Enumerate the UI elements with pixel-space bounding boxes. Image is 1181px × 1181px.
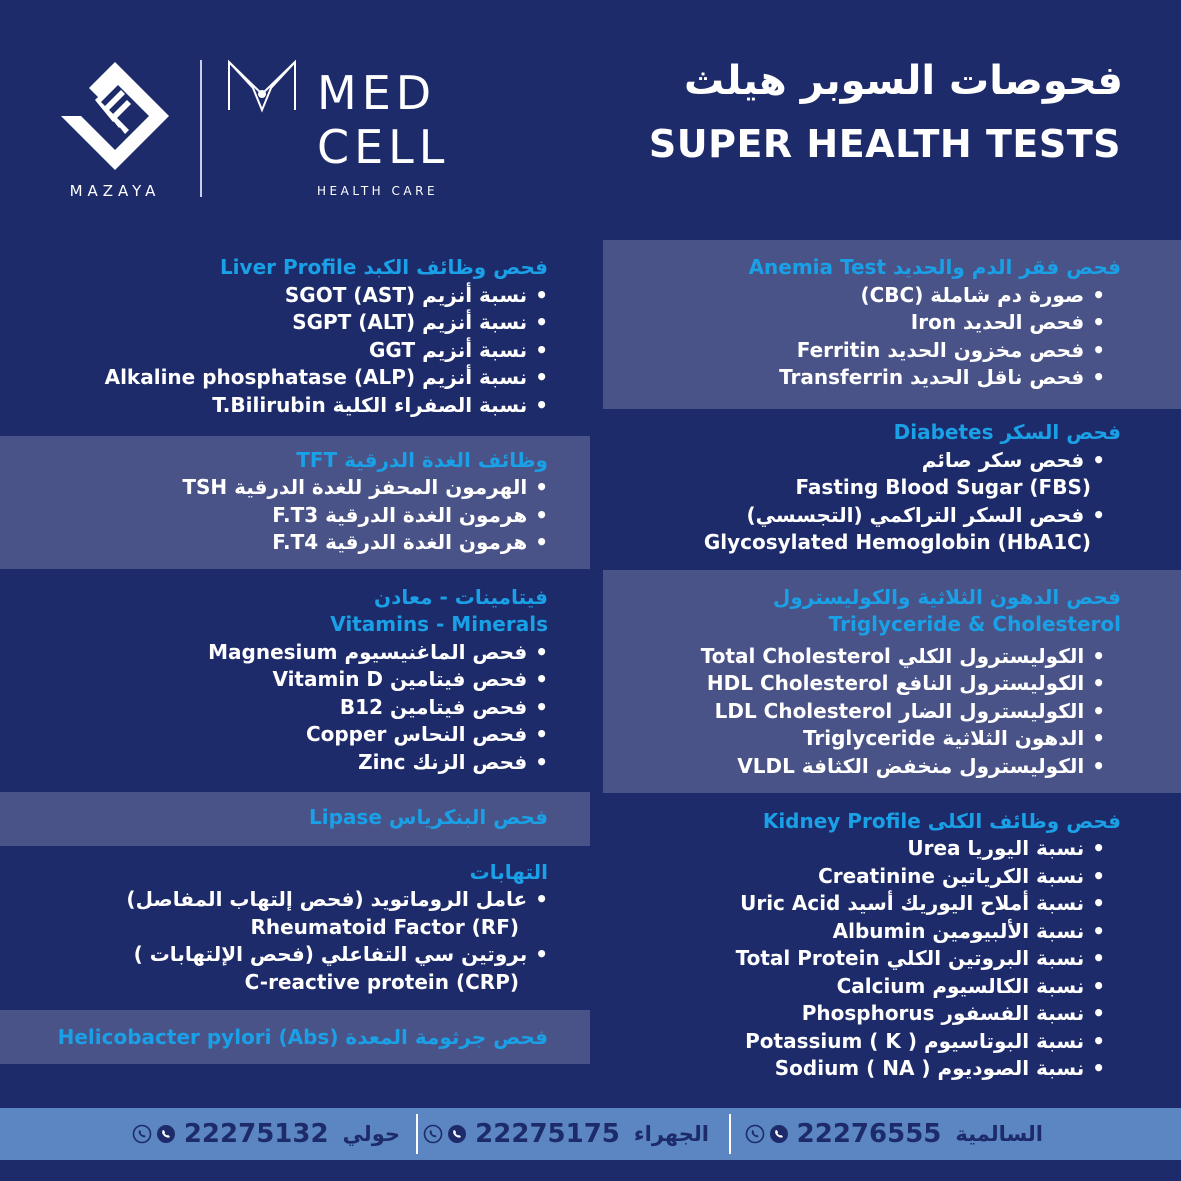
anemia-heading: فحص فقر الدم والحديد Anemia Test bbox=[748, 255, 1121, 279]
vitamins-item-text: فحص الماغنيسيوم Magnesium bbox=[208, 640, 528, 664]
tft-item: •هرمون الغدة الدرقية F.T4 bbox=[272, 530, 548, 554]
lipids-item: •الكوليسترول منخفض الكثافة VLDL bbox=[737, 754, 1105, 778]
kidney-item-text: نسبة الكرياتين Creatinine bbox=[818, 864, 1085, 888]
kidney-heading: فحص وظائف الكلى Kidney Profile bbox=[762, 809, 1121, 833]
liver-item: •نسبة أنزيم GGT bbox=[368, 338, 548, 362]
kidney-item: •نسبة الصوديوم ( Sodium ( NA bbox=[774, 1056, 1105, 1080]
tft-item: •الهرمون المحفز للغدة الدرقية TSH bbox=[182, 475, 548, 499]
footer-divider bbox=[416, 1114, 418, 1154]
lipids-item: •الكوليسترول النافع HDL Cholesterol bbox=[706, 671, 1105, 695]
liver-item-text: نسبة أنزيم (SGPT (ALT bbox=[292, 310, 528, 334]
liver-item: •نسبة أنزيم (Alkaline phosphatase (ALP bbox=[104, 365, 548, 389]
anemia-item-transferrin: •فحص ناقل الحديد Transferrin bbox=[779, 365, 1105, 389]
lipase-heading: فحص البنكرياس Lipase bbox=[309, 805, 548, 829]
footer-divider bbox=[729, 1114, 731, 1154]
kidney-item: •نسبة الكرياتين Creatinine bbox=[818, 864, 1105, 888]
tft-item-text: هرمون الغدة الدرقية F.T4 bbox=[272, 530, 528, 554]
kidney-item-text: نسبة البوتاسيوم ( Potassium ( K bbox=[745, 1029, 1085, 1053]
kidney-item: •نسبة البروتين الكلي Total Protein bbox=[735, 946, 1105, 970]
branch-name: الجهراء bbox=[633, 1122, 709, 1146]
diabetes-item-text: فحص سكر صائم bbox=[921, 448, 1085, 472]
kidney-item: •نسبة أملاح اليوريك أسيد Uric Acid bbox=[740, 891, 1105, 915]
branch-name: حولي bbox=[342, 1122, 400, 1146]
vitamins-item-text: فحص فيتامين B12 bbox=[339, 695, 528, 719]
diabetes-item-fasting-ar: •فحص سكر صائم bbox=[921, 448, 1105, 472]
lipids-item-text: الكوليسترول الكلي Total Cholesterol bbox=[700, 644, 1085, 668]
branch-hawally[interactable] bbox=[128, 1108, 400, 1160]
anemia-item-cbc: •صورة دم شاملة (CBC) bbox=[860, 283, 1105, 307]
branch-jahra[interactable] bbox=[419, 1108, 709, 1160]
phone-icon bbox=[745, 1124, 765, 1144]
vitamins-heading-english: Vitamins - Minerals bbox=[330, 612, 548, 636]
whatsapp-icon bbox=[156, 1124, 176, 1144]
tft-item-text: الهرمون المحفز للغدة الدرقية TSH bbox=[182, 475, 528, 499]
kidney-item-text: نسبة الألبيومين Albumin bbox=[832, 919, 1085, 943]
lipids-item: •الدهون الثلاثية Triglyceride bbox=[802, 726, 1105, 750]
branch-phone[interactable]: 22276555 bbox=[796, 1119, 942, 1149]
kidney-item-text: نسبة أملاح اليوريك أسيد Uric Acid bbox=[740, 891, 1085, 915]
medcell-subtitle: HEALTH CARE bbox=[317, 184, 439, 198]
liver-item-text: نسبة الصفراء الكلية T.Bilirubin bbox=[212, 393, 528, 417]
inflammation-item-rf: Rheumatoid Factor (RF) bbox=[250, 915, 519, 939]
vitamins-item-text: فحص النحاس Copper bbox=[305, 722, 528, 746]
tft-item: •هرمون الغدة الدرقية F.T3 bbox=[272, 503, 548, 527]
liver-item-text: نسبة أنزيم GGT bbox=[368, 338, 528, 362]
mazaya-name: MAZAYA bbox=[69, 182, 161, 200]
tft-item-text: هرمون الغدة الدرقية F.T3 bbox=[272, 503, 528, 527]
liver-item: •نسبة أنزيم (SGOT (AST bbox=[284, 283, 548, 307]
diabetes-item-text: فحص السكر التراكمي (التجسسي) bbox=[746, 503, 1085, 527]
lipids-heading-arabic: فحص الدهون الثلاثية والكوليسترول bbox=[773, 585, 1121, 609]
anemia-item-text: فحص الحديد Iron bbox=[910, 310, 1085, 334]
vitamins-item: •فحص الماغنيسيوم Magnesium bbox=[208, 640, 548, 664]
branch-phone[interactable]: 22275132 bbox=[183, 1119, 329, 1149]
anemia-item-text: فحص مخزون الحديد Ferritin bbox=[796, 338, 1085, 362]
kidney-item-text: نسبة الكالسيوم Calcium bbox=[836, 974, 1085, 998]
page-title-arabic: فحوصات السوبر هيلث bbox=[684, 58, 1123, 104]
kidney-item: •نسبة الفسفور Phosphorus bbox=[801, 1001, 1105, 1025]
footer-bar bbox=[0, 1108, 1181, 1160]
kidney-item-text: نسبة البروتين الكلي Total Protein bbox=[735, 946, 1085, 970]
whatsapp-icon bbox=[769, 1124, 789, 1144]
vitamins-item: •فحص فيتامين Vitamin D bbox=[272, 667, 548, 691]
anemia-item-text: فحص ناقل الحديد Transferrin bbox=[779, 365, 1085, 389]
mazaya-logo-mark bbox=[59, 60, 171, 172]
header-divider bbox=[200, 60, 202, 197]
kidney-item: •نسبة الألبيومين Albumin bbox=[832, 919, 1105, 943]
medcell-logo bbox=[225, 58, 450, 203]
lipids-item: •الكوليسترول الضار LDL Cholesterol bbox=[714, 699, 1105, 723]
vitamins-item: •فحص النحاس Copper bbox=[305, 722, 548, 746]
vitamins-item-text: فحص فيتامين Vitamin D bbox=[272, 667, 528, 691]
anemia-item-ferritin: •فحص مخزون الحديد Ferritin bbox=[796, 338, 1105, 362]
anemia-item-text: صورة دم شاملة (CBC) bbox=[860, 283, 1085, 307]
inflammation-heading: التهابات bbox=[469, 860, 548, 884]
kidney-item-text: نسبة الصوديوم ( Sodium ( NA bbox=[774, 1056, 1085, 1080]
vitamins-item: •فحص فيتامين B12 bbox=[339, 695, 548, 719]
phone-icon bbox=[132, 1124, 152, 1144]
mazaya-logo bbox=[55, 60, 175, 205]
kidney-item-text: نسبة الفسفور Phosphorus bbox=[801, 1001, 1085, 1025]
liver-item: •نسبة الصفراء الكلية T.Bilirubin bbox=[212, 393, 548, 417]
kidney-item-text: نسبة اليوريا Urea bbox=[907, 836, 1085, 860]
inflammation-item-crp: C-reactive protein (CRP) bbox=[244, 970, 519, 994]
anemia-item-iron: •فحص الحديد Iron bbox=[910, 310, 1105, 334]
diabetes-heading: فحص السكر Diabetes bbox=[893, 420, 1121, 444]
diabetes-item-hba1c-ar: •فحص السكر التراكمي (التجسسي) bbox=[746, 503, 1105, 527]
liver-item: •نسبة أنزيم (SGPT (ALT bbox=[292, 310, 548, 334]
kidney-item: •نسبة اليوريا Urea bbox=[907, 836, 1105, 860]
diabetes-item-fbs: Fasting Blood Sugar (FBS) bbox=[795, 475, 1091, 499]
phone-icon bbox=[423, 1124, 443, 1144]
medcell-name-line2: CELL bbox=[317, 120, 450, 174]
lipids-heading-english: Triglyceride & Cholesterol bbox=[828, 612, 1121, 636]
hpylori-heading: فحص جرثومة المعدة Helicobacter pylori (Abs) bbox=[57, 1025, 548, 1049]
kidney-item: •نسبة الكالسيوم Calcium bbox=[836, 974, 1105, 998]
liver-heading: فحص وظائف الكبد Liver Profile bbox=[219, 255, 548, 279]
inflammation-item-text: عامل الروماتويد (فحص إلتهاب المفاصل) bbox=[126, 887, 528, 911]
branch-name: السالمية bbox=[955, 1122, 1043, 1146]
lipids-item: •الكوليسترول الكلي Total Cholesterol bbox=[700, 644, 1105, 668]
whatsapp-icon bbox=[447, 1124, 467, 1144]
liver-item-text: نسبة أنزيم (SGOT (AST bbox=[284, 283, 528, 307]
medcell-name-line1: MED bbox=[317, 66, 437, 120]
tft-heading: وظائف الغدة الدرقية TFT bbox=[296, 448, 548, 472]
inflammation-item-text: بروتين سي التفاعلي (فحص الإلتهابات ) bbox=[133, 942, 528, 966]
inflammation-item: •بروتين سي التفاعلي (فحص الإلتهابات ) bbox=[133, 942, 548, 966]
vitamins-item: •فحص الزنك Zinc bbox=[358, 750, 548, 774]
page-title-english: SUPER HEALTH TESTS bbox=[648, 122, 1121, 166]
medcell-logo-mark bbox=[225, 58, 299, 114]
liver-item-text: نسبة أنزيم (Alkaline phosphatase (ALP bbox=[104, 365, 528, 389]
kidney-item: •نسبة البوتاسيوم ( Potassium ( K bbox=[745, 1029, 1105, 1053]
lipids-item-text: الكوليسترول الضار LDL Cholesterol bbox=[714, 699, 1085, 723]
vitamins-heading-arabic: فيتامينات - معادن bbox=[374, 585, 548, 609]
inflammation-item: •عامل الروماتويد (فحص إلتهاب المفاصل) bbox=[126, 887, 548, 911]
lipids-item-text: الدهون الثلاثية Triglyceride bbox=[802, 726, 1085, 750]
lipids-item-text: الكوليسترول النافع HDL Cholesterol bbox=[706, 671, 1085, 695]
diabetes-item-hba1c: Glycosylated Hemoglobin (HbA1C) bbox=[703, 530, 1091, 554]
vitamins-item-text: فحص الزنك Zinc bbox=[358, 750, 528, 774]
branch-phone[interactable]: 22275175 bbox=[475, 1119, 620, 1149]
lipids-item-text: الكوليسترول منخفض الكثافة VLDL bbox=[737, 754, 1085, 778]
branch-salmiya[interactable] bbox=[741, 1108, 1043, 1160]
